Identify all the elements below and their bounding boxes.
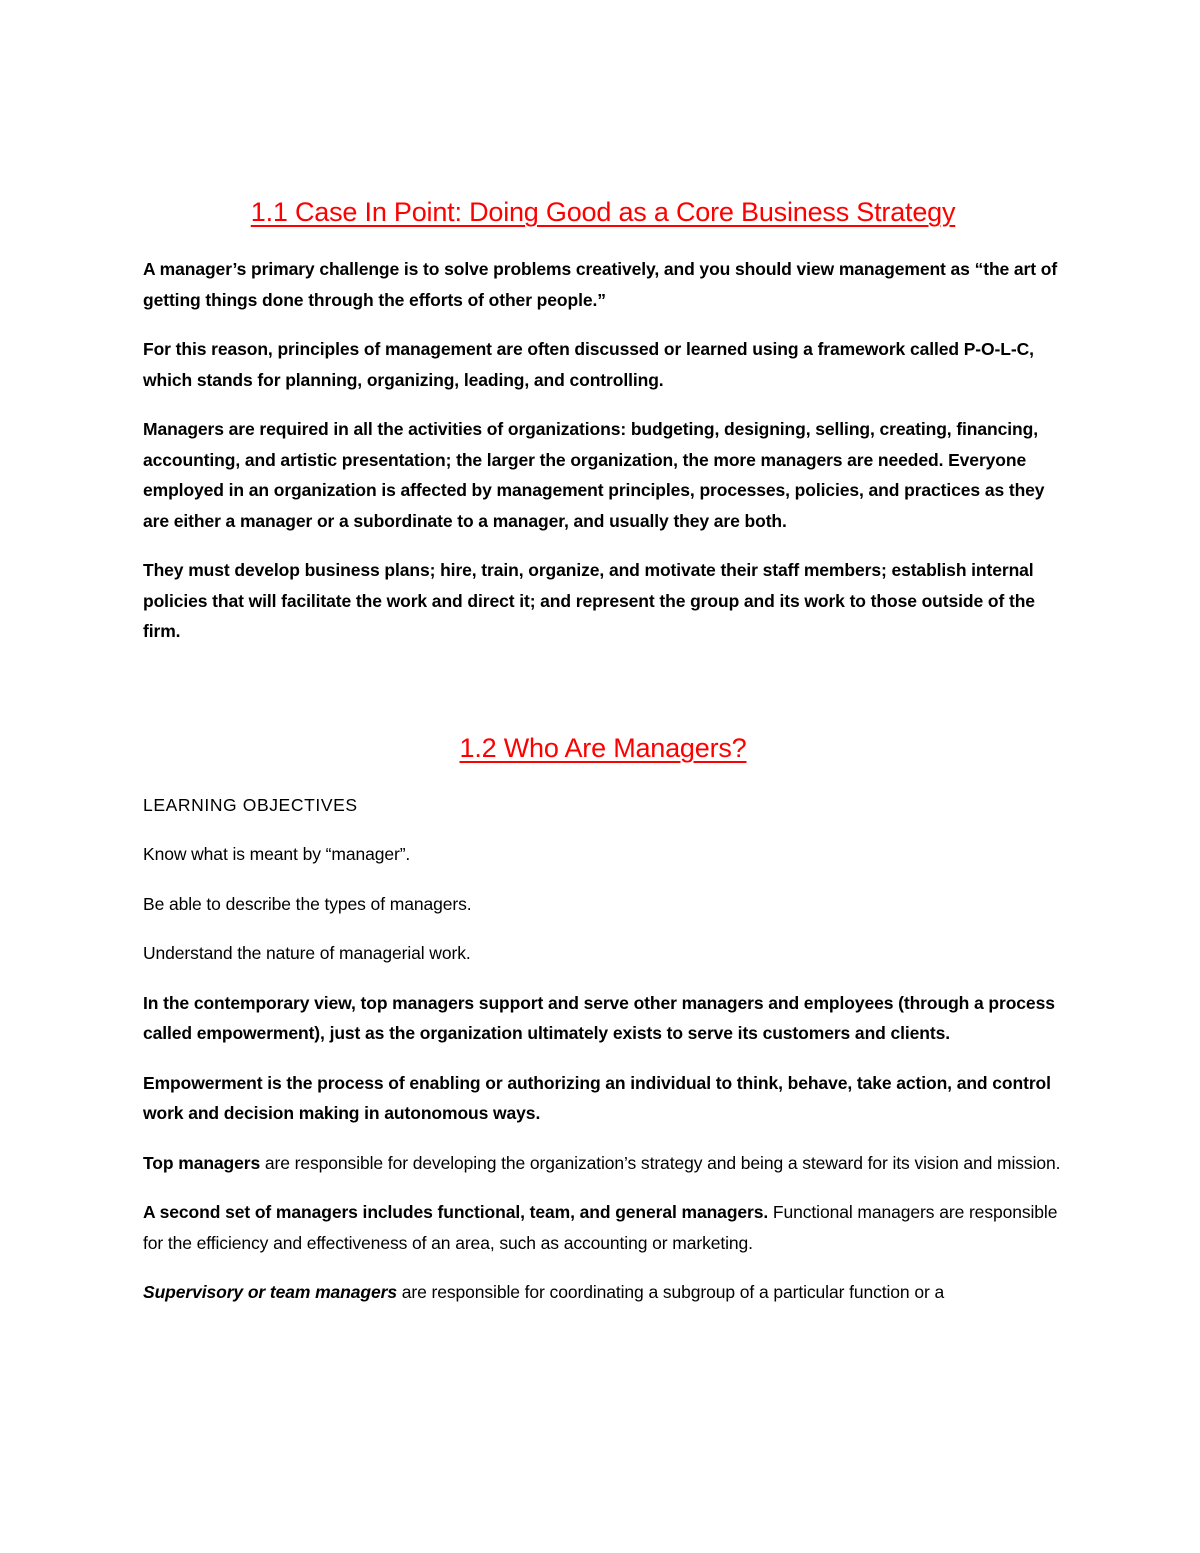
supervisory-term: Supervisory or team managers bbox=[143, 1282, 397, 1302]
objective-item: Know what is meant by “manager”. bbox=[143, 844, 411, 864]
paragraph-supervisory bbox=[143, 1277, 1063, 1308]
paragraph-empowerment: Empowerment is the process of enabling or authorizing an individual to think, behave, take action, and control work and decision making in autonomous ways. bbox=[143, 1072, 1051, 1123]
paragraph-business-plans: They must develop business plans; hire, train, organize, and motivate their staff members; establish internal policies that will facilitate the work and direct it; and represent the group and its work to those outside of the firm. bbox=[143, 560, 1035, 641]
document-content bbox=[143, 192, 1063, 1308]
paragraph-contemporary-view: In the contemporary view, top managers support and serve other managers and employees (through a process called empowerment), just as the organization ultimately exists to serve its customers and clients. bbox=[143, 992, 1055, 1043]
paragraph-polc: For this reason, principles of management are often discussed or learned using a framework called P-O-L-C, which stands for planning, organizing, leading, and controlling. bbox=[143, 339, 1034, 390]
section-1-heading: 1.1 Case In Point: Doing Good as a Core Business Strategy bbox=[250, 197, 956, 227]
second-set-text: Functional managers are responsible for the efficiency and effectiveness of an area, such as accounting or marketing. bbox=[143, 1202, 1058, 1253]
second-set-term: A second set of managers includes functional, team, and general managers. bbox=[143, 1202, 769, 1222]
paragraph-managers-required: Managers are required in all the activities of organizations: budgeting, designing, selling, creating, financing, accounting, and artistic presentation; the larger the organization, the more managers are needed. Everyone employed in an organization is affected by management principles, processes, policies, and practices as they are either a manager or a subordinate to a manager, and usually they are both. bbox=[143, 419, 1045, 531]
top-managers-text: are responsible for developing the organization’s strategy and being a steward for its vision and mission. bbox=[260, 1152, 1061, 1173]
top-managers-term: Top managers bbox=[143, 1152, 261, 1173]
paragraph-manager-challenge: A manager’s primary challenge is to solve problems creatively, and you should view management as “the art of getting things done through the efforts of other people.” bbox=[143, 259, 1058, 310]
paragraph-second-set bbox=[143, 1197, 1063, 1258]
objective-item: Understand the nature of managerial work. bbox=[143, 943, 471, 963]
learning-objectives-label: LEARNING OBJECTIVES bbox=[143, 794, 358, 815]
section-2-heading: 1.2 Who Are Managers? bbox=[459, 732, 747, 763]
paragraph-top-managers bbox=[143, 1148, 1063, 1179]
supervisory-text: are responsible for coordinating a subgroup of a particular function or a bbox=[396, 1282, 945, 1302]
objective-item: Be able to describe the types of managers. bbox=[143, 893, 472, 914]
